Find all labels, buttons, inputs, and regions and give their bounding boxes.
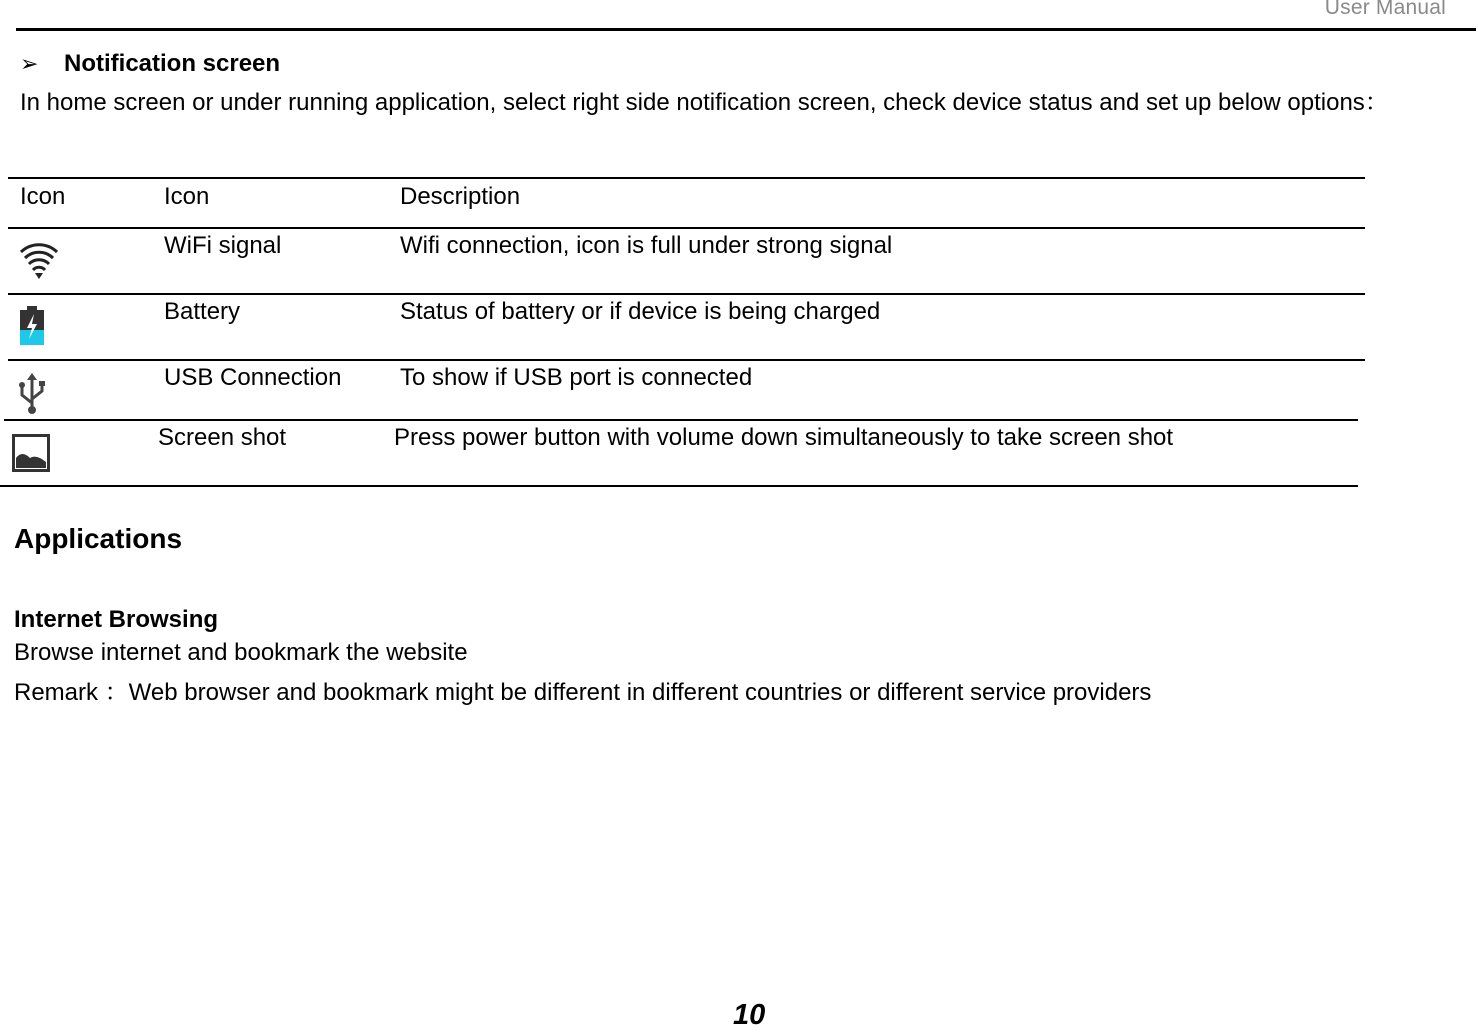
table-header-icon: Icon — [20, 183, 66, 210]
table-rule-row2 — [8, 359, 1365, 361]
row-usb-name: USB Connection — [164, 364, 342, 391]
section-heading — [20, 50, 280, 78]
internet-browsing-heading: Internet Browsing — [14, 606, 219, 633]
table-rule-row3 — [4, 419, 1358, 421]
table-header-name: Icon — [164, 183, 210, 210]
usb-icon — [18, 373, 46, 415]
header-rule — [16, 28, 1476, 31]
row-wifi-description: Wifi connection, icon is full under strong signal — [400, 232, 893, 259]
internet-browsing-remark: Remark ：Web browser and bookmark might be different in different countries or different service providers — [14, 679, 1152, 706]
bullet-arrow-icon: ➢ — [20, 51, 39, 76]
screenshot-icon — [12, 434, 50, 472]
battery-charging-icon — [19, 306, 45, 346]
row-wifi-name: WiFi signal — [164, 232, 282, 259]
page-number: 10 — [733, 999, 766, 1031]
row-usb-description: To show if USB port is connected — [400, 364, 753, 391]
table-rule-top — [8, 177, 1365, 179]
header-label: User Manual — [1324, 0, 1446, 19]
applications-heading: Applications — [14, 523, 183, 554]
table-rule-bottom — [0, 485, 1358, 487]
row-battery-description: Status of battery or if device is being charged — [400, 298, 881, 325]
row-battery-name: Battery — [164, 298, 241, 325]
wifi-icon — [19, 240, 59, 280]
table-rule-row1 — [8, 293, 1365, 295]
table-rule-header — [8, 227, 1365, 229]
row-screenshot-description: Press power button with volume down simultaneously to take screen shot — [394, 424, 1174, 451]
row-screenshot-name: Screen shot — [158, 424, 287, 451]
intro-paragraph: In home screen or under running application, select right side notification screen, check device status and set up below options： — [20, 89, 1389, 116]
section-title: Notification screen — [64, 50, 281, 77]
table-header-description: Description — [400, 183, 521, 210]
internet-browsing-text: Browse internet and bookmark the website — [14, 639, 468, 666]
